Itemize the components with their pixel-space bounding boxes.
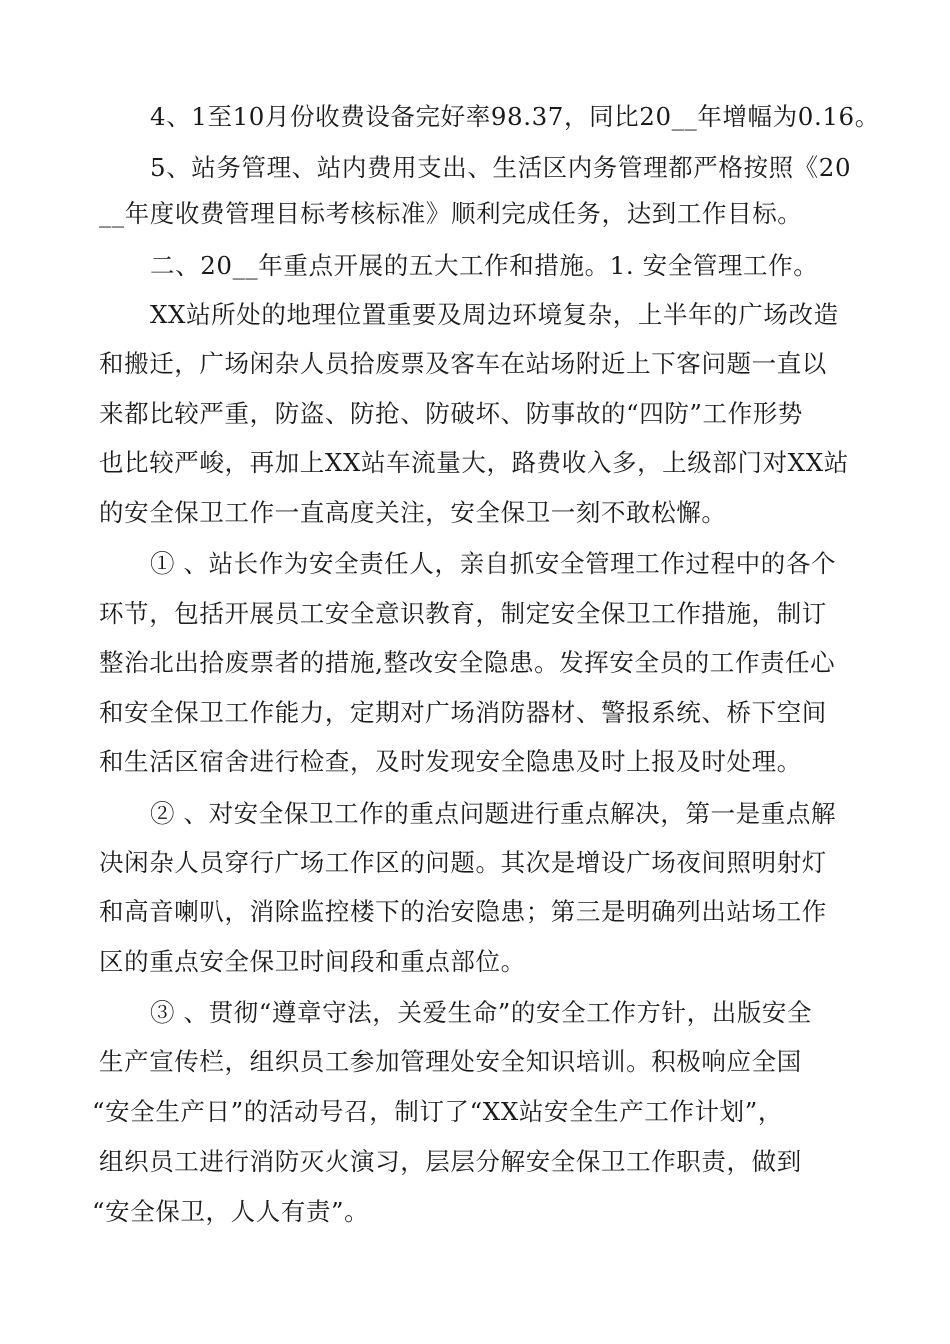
text-line: ③ 、贯彻“遵章守法，关爱生命”的安全工作方针，出版安全: [150, 998, 813, 1027]
text-line: 决闲杂人员穿行广场工作区的问题。其次是增设广场夜间照明射灯: [99, 848, 827, 877]
text-line: 5、站务管理、站内费用支出、生活区内务管理都严格按照《20: [150, 153, 852, 182]
text-line: 来都比较严重，防盗、防抢、防破坏、防事故的“四防”工作形势: [99, 399, 803, 428]
text-line: 和生活区宿舍进行检查，及时发现安全隐患及时上报及时处理。: [99, 747, 802, 776]
text-line: ① 、站长作为安全责任人，亲自抓安全管理工作过程中的各个: [150, 549, 837, 578]
text-line: 组织员工进行消防灭火演习，层层分解安全保卫工作职责，做到: [99, 1147, 802, 1176]
text-line: “安全保卫，人人有责”。: [92, 1197, 370, 1226]
text-line: 4、1至10月份收费设备完好率98.37，同比20__年增幅为0.16。: [150, 102, 880, 131]
text-line: 和安全保卫工作能力，定期对广场消防器材、警报系统、桥下空间: [99, 698, 827, 727]
text-line: 也比较严峻，再加上XX站车流量大，路费收入多，上级部门对XX站: [99, 448, 849, 477]
text-line: ② 、对安全保卫工作的重点问题进行重点解决，第一是重点解: [150, 799, 837, 828]
text-line: __年度收费管理目标考核标准》顺利完成任务，达到工作目标。: [99, 199, 803, 228]
text-line: 生产宣传栏，组织员工参加管理处安全知识培训。积极响应全国: [99, 1047, 802, 1076]
text-line: 环节，包括开展员工安全意识教育，制定安全保卫工作措施，制订: [99, 599, 827, 628]
text-line: 区的重点安全保卫时间段和重点部位。: [99, 947, 526, 976]
text-line: XX站所处的地理位置重要及周边环境复杂，上半年的广场改造: [150, 300, 839, 329]
text-line: 的安全保卫工作一直高度关注，安全保卫一刻不敢松懈。: [99, 498, 727, 527]
section-heading: 二、20__年重点开展的五大工作和措施。1. 安全管理工作。: [150, 251, 819, 280]
text-line: 和高音喇叭，消除监控楼下的治安隐患；第三是明确列出站场工作: [99, 897, 827, 926]
text-line: 和搬迁，广场闲杂人员拾废票及客车在站场附近上下客问题一直以: [99, 349, 827, 378]
text-line: 整治北出拾废票者的措施,整改安全隐患。发挥安全员的工作责任心: [99, 648, 836, 677]
text-line: “安全生产日”的活动号召，制订了“XX站安全生产工作计划”，: [92, 1097, 783, 1126]
